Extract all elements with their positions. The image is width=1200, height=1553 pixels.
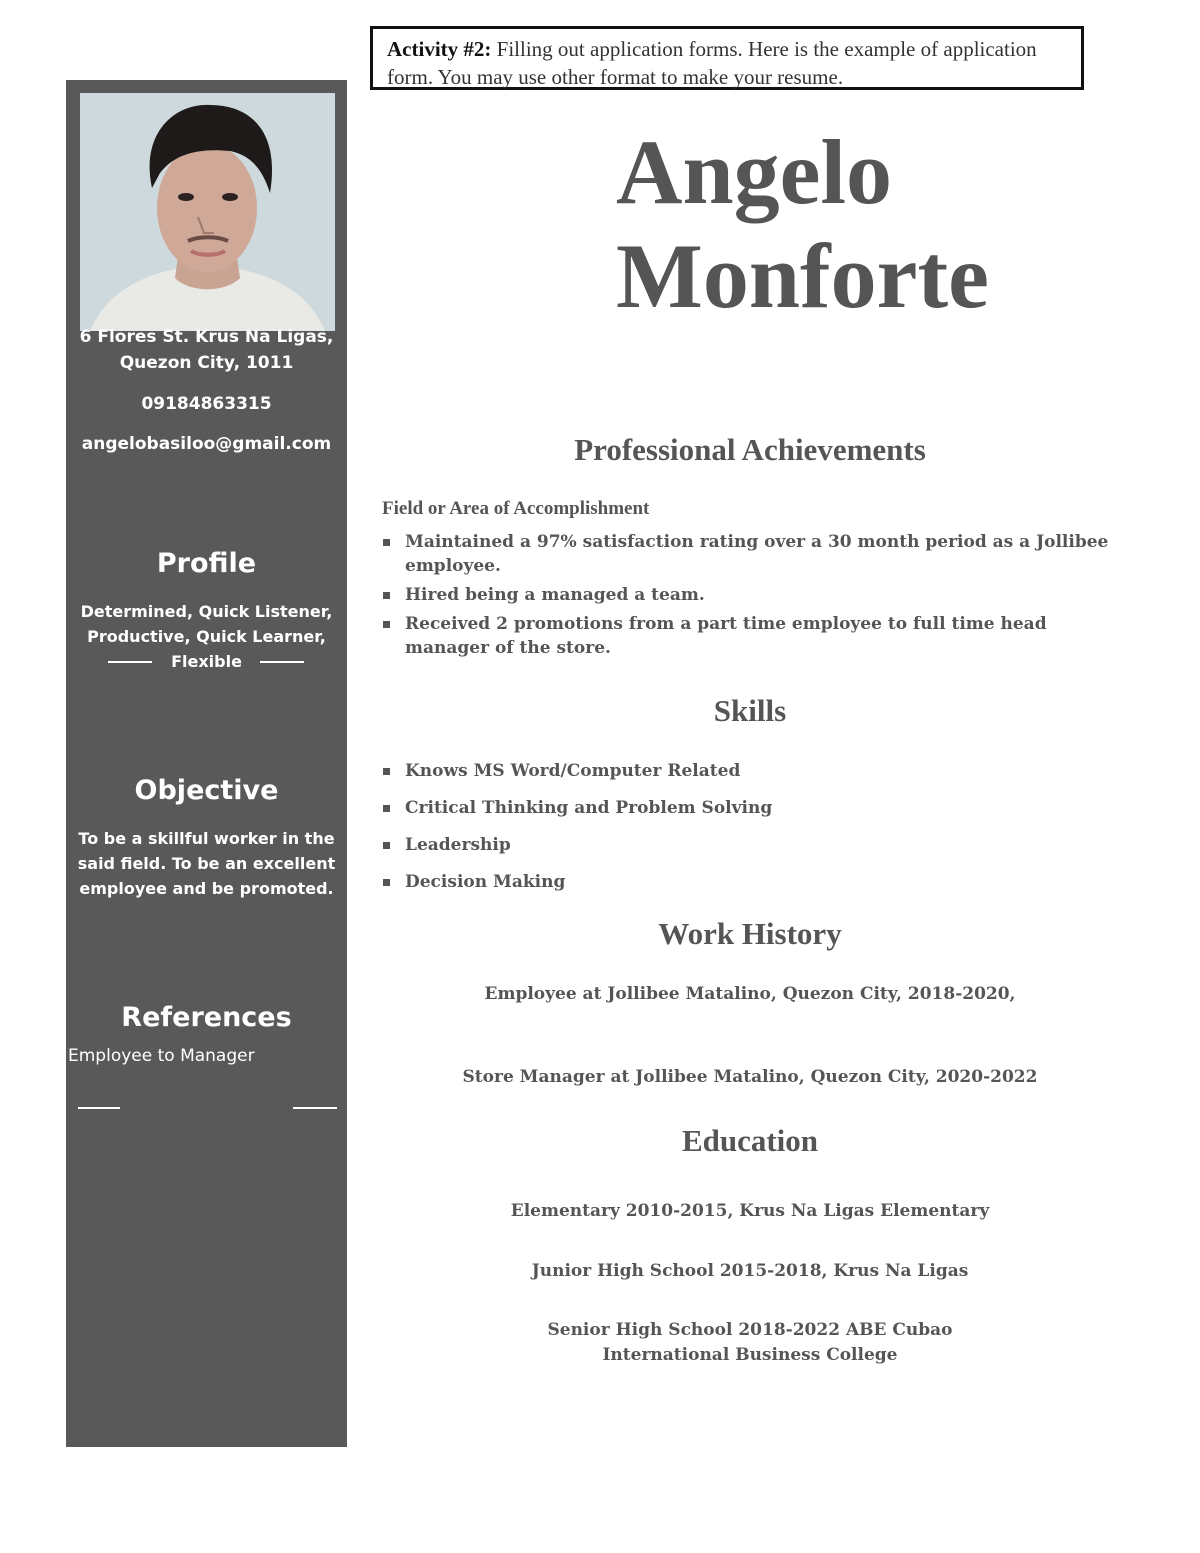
portrait-image — [80, 93, 335, 331]
skills-heading: Skills — [713, 693, 787, 728]
sidebar — [66, 80, 347, 1447]
skill-item: Critical Thinking and Problem Solving — [382, 796, 1117, 820]
education-item: International Business College — [602, 1345, 898, 1365]
phone-number: 09184863315 — [141, 394, 272, 414]
objective-heading: Objective — [134, 775, 279, 806]
profile-line-1: Determined, Quick Listener, — [80, 602, 333, 621]
skill-item: Knows MS Word/Computer Related — [382, 759, 1117, 783]
achievements-heading: Professional Achievements — [574, 432, 926, 467]
profile-heading: Profile — [156, 548, 257, 579]
skills-list — [382, 759, 1117, 894]
activity-label: Activity #2: — [387, 37, 492, 61]
skill-item: Decision Making — [382, 870, 1117, 894]
last-name: Monforte — [616, 225, 989, 327]
profile-photo — [80, 93, 335, 331]
profile-divider-left — [108, 661, 152, 663]
achievement-item: Received 2 promotions from a part time employee to full time head manager of the store. — [382, 612, 1117, 660]
education-item: Elementary 2010-2015, Krus Na Ligas Elementary — [510, 1201, 990, 1221]
achievement-item: Hired being a managed a team. — [382, 583, 1117, 607]
full-name — [616, 120, 989, 328]
objective-text: To be a skillful worker in the said field. To be an excellent employee and be promoted. — [77, 829, 336, 898]
work-history-heading: Work History — [658, 916, 842, 951]
field-of-accomplishment-label: Field or Area of Accomplishment — [382, 498, 650, 519]
work-history-item: Employee at Jollibee Matalino, Quezon City, 2018-2020, — [484, 984, 1016, 1004]
activity-text: Filling out application forms. Here is the example of application form. You may use other format to make your resume. — [387, 37, 1037, 89]
education-item: Senior High School 2018-2022 ABE Cubao — [547, 1320, 953, 1340]
references-divider-left — [78, 1107, 120, 1109]
education-heading: Education — [681, 1123, 819, 1158]
activity-instructions — [370, 26, 1084, 90]
email-address: angelobasiloo@gmail.com — [81, 434, 332, 454]
profile-line-3: Flexible — [171, 652, 242, 671]
achievements-list — [382, 530, 1117, 660]
profile-divider-right — [260, 661, 304, 663]
address-line-2: Quezon City, 1011 — [119, 353, 294, 373]
work-history-item: Store Manager at Jollibee Matalino, Quezon City, 2020-2022 — [462, 1067, 1038, 1087]
profile-line-2: Productive, Quick Learner, — [87, 627, 326, 646]
address-line-1: 6 Flores St. Krus Na Ligas, — [79, 327, 334, 347]
first-name: Angelo — [616, 121, 892, 223]
references-heading: References — [121, 1002, 292, 1033]
education-item: Junior High School 2015-2018, Krus Na Ligas — [531, 1261, 969, 1281]
skill-item: Leadership — [382, 833, 1117, 857]
achievement-item: Maintained a 97% satisfaction rating over a 30 month period as a Jollibee employee. — [382, 530, 1117, 578]
references-text: Employee to Manager — [68, 1046, 255, 1066]
references-divider-right — [293, 1107, 337, 1109]
